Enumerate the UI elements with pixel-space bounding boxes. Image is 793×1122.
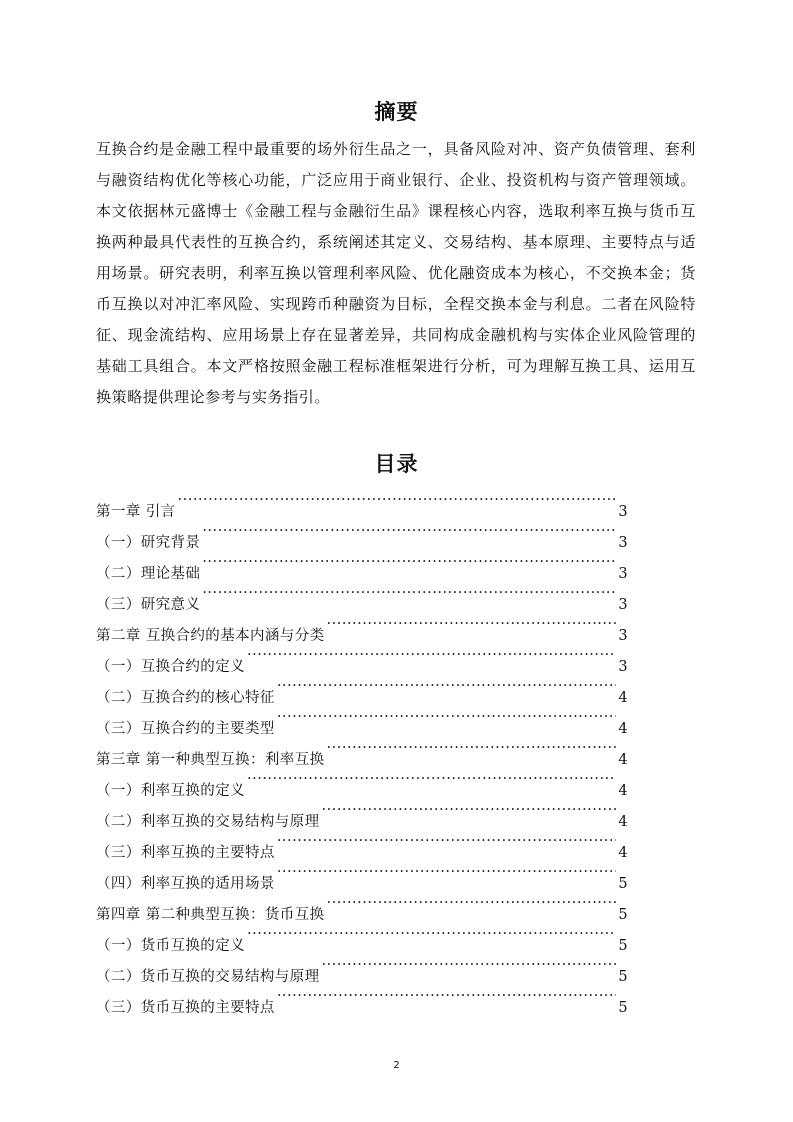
toc-dot-leader: [277, 671, 616, 702]
toc-entry-page: 5: [618, 876, 628, 892]
toc-entry-label: 第二章 互换合约的基本内涵与分类: [96, 628, 325, 644]
page-number: 2: [393, 1060, 400, 1071]
toc-entry[interactable]: [96, 485, 628, 520]
toc-entry-label: （二）互换合约的核心特征: [96, 690, 275, 706]
toc-entry-label: （二）货币互换的交易结构与原理: [96, 969, 320, 985]
toc-entry-label: （四）利率互换的适用场景: [96, 876, 275, 892]
toc-entry-page: 4: [618, 845, 628, 861]
toc-dot-leader: [327, 888, 616, 919]
toc-entry-page: 4: [618, 783, 628, 799]
toc-entry-page: 5: [618, 938, 628, 954]
toc-dot-leader: [202, 578, 616, 609]
toc-dot-leader: [277, 981, 616, 1012]
toc-entry-label: 第三章 第一种典型互换：利率互换: [96, 752, 325, 768]
toc-dot-leader: [202, 516, 616, 547]
toc-dot-leader: [327, 733, 616, 764]
toc-entry-page: 5: [618, 907, 628, 923]
toc-entry-label: （三）互换合约的主要类型: [96, 721, 275, 737]
toc-entry-page: 3: [618, 659, 628, 675]
toc-dot-leader: [277, 826, 616, 857]
toc-entry-page: 3: [618, 597, 628, 613]
abstract-body: 互换合约是金融工程中最重要的场外衍生品之一，具备风险对冲、资产负债管理、套利与融资结构优化等核心功能，广泛应用于商业银行、企业、投资机构与资产管理领域。本文依据林元盛博士《金融工程与金融衍生品》课程核心内容，选取利率互换与货币互换两种最具代表性的互换合约，系统阐述其定义、交易结构、基本原理、主要特点与适用场景。研究表明，利率互换以管理利率风险、优化融资成本为核心，不交换本金；货币互换以对冲汇率风险、实现跨币种融资为目标，全程交换本金与利息。二者在风险特征、现金流结构、应用场景上存在显著差异，共同构成金融机构与实体企业风险管理的基础工具组合。本文严格按照金融工程标准框架进行分析，可为理解互换工具、运用互换策略提供理论参考与实务指引。: [96, 140, 696, 406]
toc-dot-leader: [247, 764, 616, 795]
toc-dot-leader: [322, 795, 617, 826]
toc-entry-page: 3: [618, 566, 628, 582]
toc-entry-page: 4: [618, 814, 628, 830]
toc-dot-leader: [247, 640, 616, 671]
toc-entry-label: （三）利率互换的主要特点: [96, 845, 275, 861]
toc-entry-label: （一）利率互换的定义: [96, 783, 245, 799]
toc-entry-label: （三）研究意义: [96, 597, 201, 613]
toc-entry-label: （一）研究背景: [96, 535, 201, 551]
toc-dot-leader: [202, 547, 616, 578]
toc-dot-leader: [327, 609, 616, 640]
toc-title: 目录: [374, 452, 419, 476]
toc-entry-page: 3: [618, 628, 628, 644]
toc-entry-page: 4: [618, 752, 628, 768]
toc-dot-leader: [247, 919, 616, 950]
toc-entry-page: 4: [618, 690, 628, 706]
toc-entry-label: （二）理论基础: [96, 566, 201, 582]
toc-dot-leader: [178, 485, 616, 516]
toc-entry-page: 3: [618, 535, 628, 551]
toc-entry-label: （三）货币互换的主要特点: [96, 1000, 275, 1016]
toc-entry-label: 第四章 第二种典型互换：货币互换: [96, 907, 325, 923]
toc-entry-page: 4: [618, 721, 628, 737]
toc-entry-label: （一）互换合约的定义: [96, 659, 245, 675]
toc-entry-label: 第一章 引言: [96, 504, 176, 520]
table-of-contents: [96, 485, 628, 1016]
toc-dot-leader: [322, 950, 617, 981]
toc-entry-page: 3: [618, 504, 628, 520]
toc-entry[interactable]: [96, 516, 628, 551]
toc-entry-page: 5: [618, 1000, 628, 1016]
toc-entry-label: （二）利率互换的交易结构与原理: [96, 814, 320, 830]
toc-entry-label: （一）货币互换的定义: [96, 938, 245, 954]
toc-dot-leader: [277, 702, 616, 733]
toc-dot-leader: [277, 857, 616, 888]
abstract-section: [96, 134, 696, 413]
abstract-title: 摘要: [374, 100, 419, 124]
toc-entry-page: 5: [618, 969, 628, 985]
